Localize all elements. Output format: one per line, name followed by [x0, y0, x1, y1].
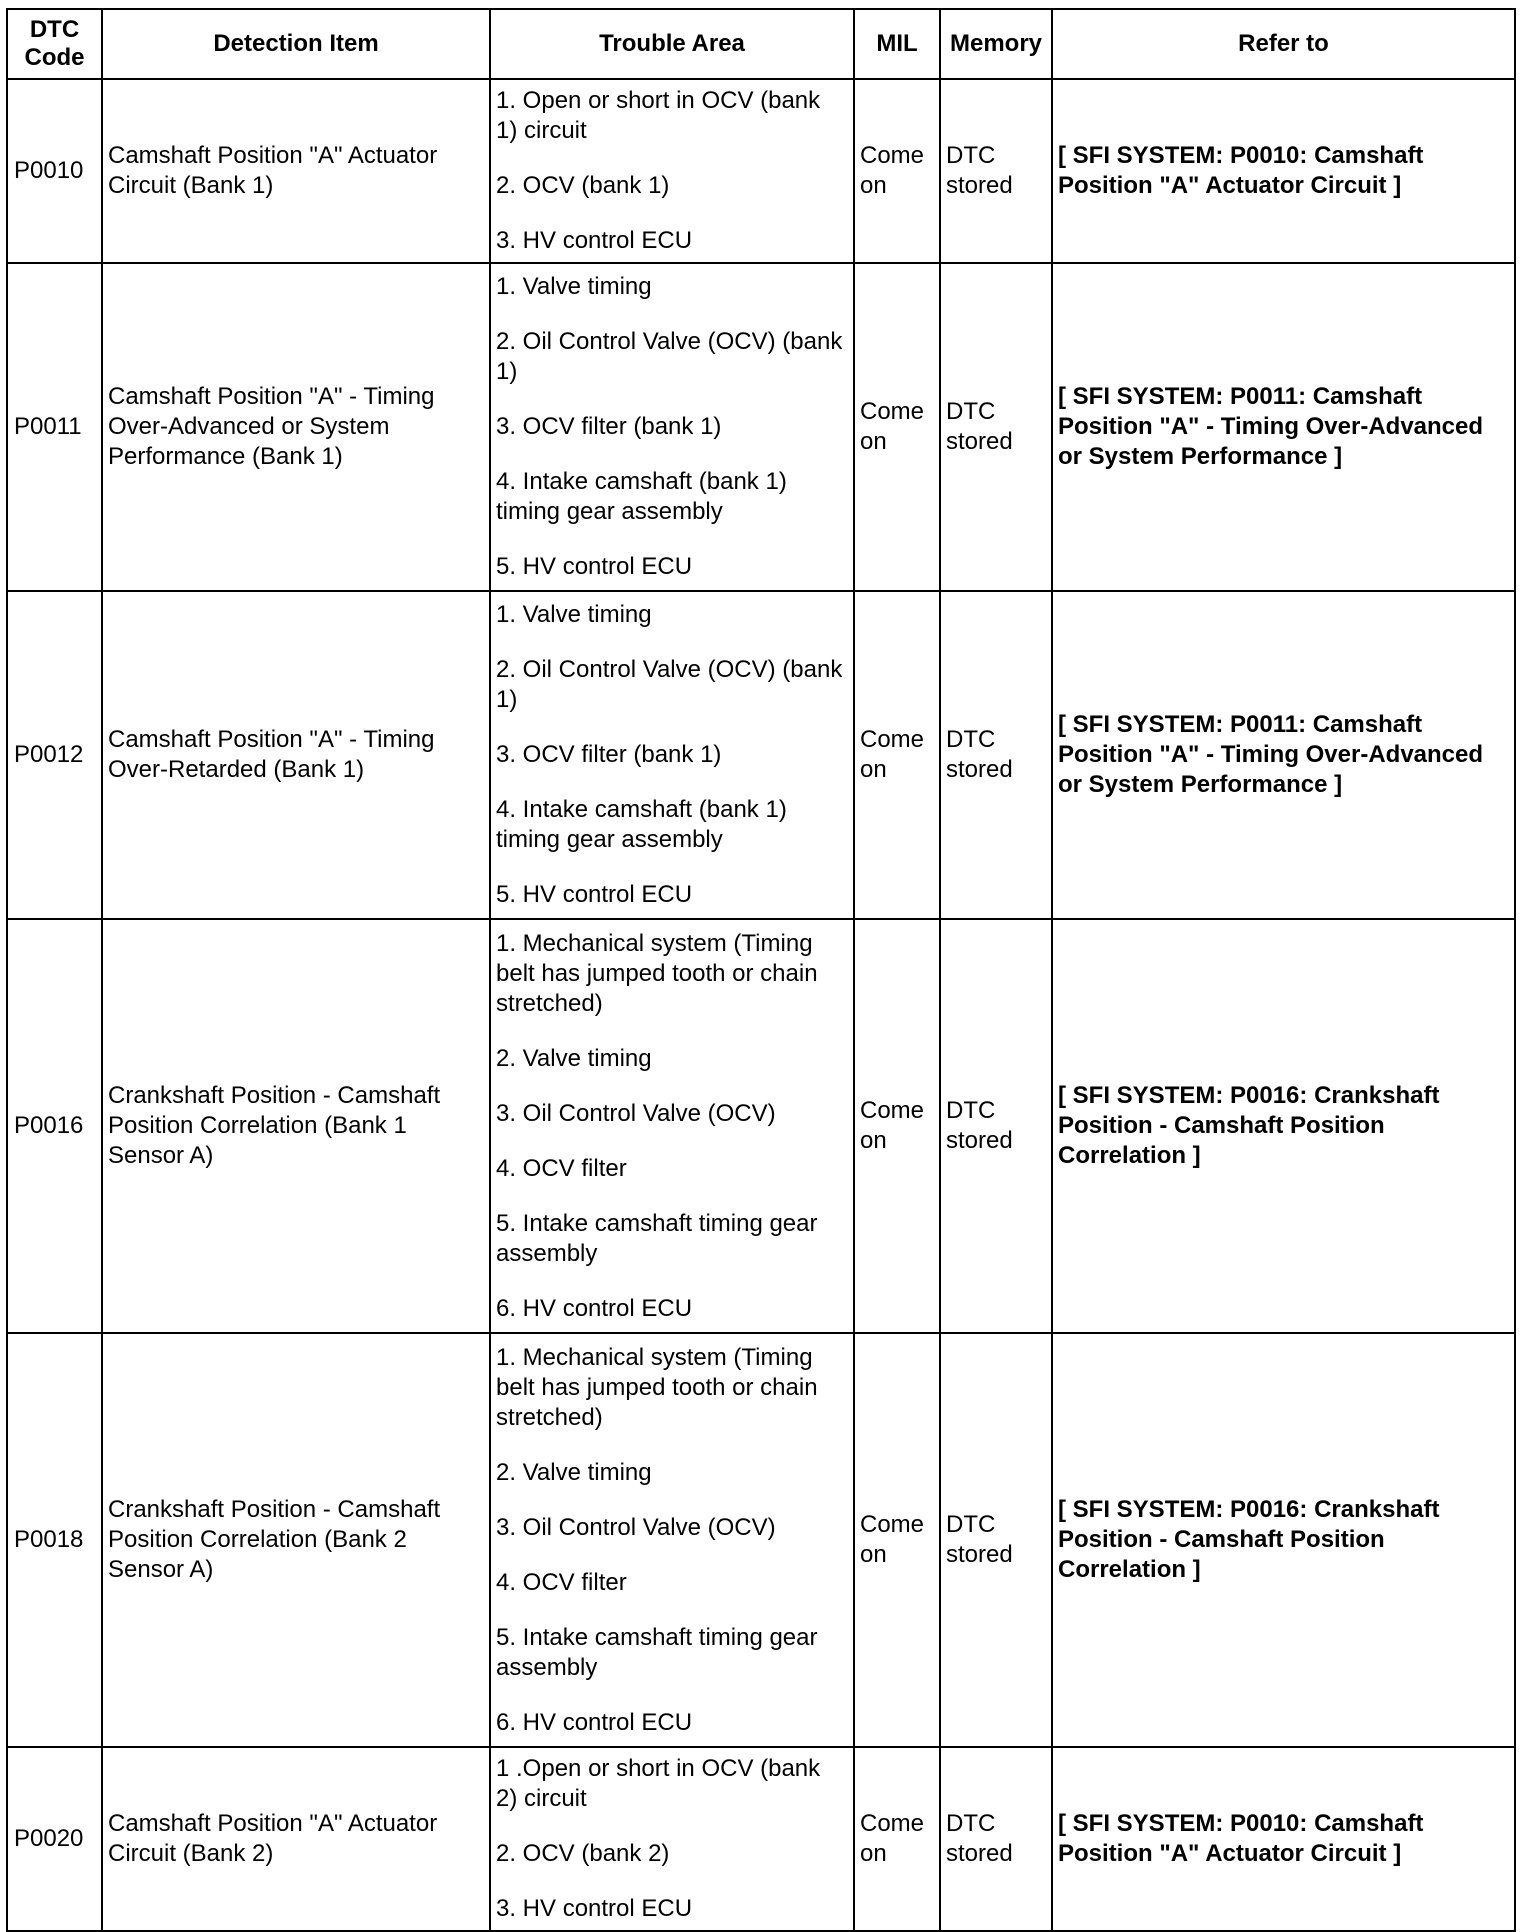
trouble-item: 3. Oil Control Valve (OCV): [496, 1513, 776, 1541]
refer-link[interactable]: [ SFI SYSTEM: P0010: Camshaft Position "A" Actuator Circuit ]: [1052, 79, 1515, 263]
refer-link[interactable]: [ SFI SYSTEM: P0016: Crankshaft Position - Camshaft Position Correlation ]: [1052, 919, 1515, 1333]
trouble-item: 2. Oil Control Valve (OCV) (bank 1): [496, 656, 843, 713]
trouble-item: 5. Intake camshaft timing gear assembly: [496, 1209, 818, 1267]
refer-link[interactable]: [ SFI SYSTEM: P0016: Crankshaft Position - Camshaft Position Correlation ]: [1052, 1333, 1515, 1747]
trouble-area: [490, 919, 854, 1333]
detection-item: Crankshaft Position - Camshaft Position Correlation (Bank 1 Sensor A): [102, 919, 490, 1333]
detection-item: Camshaft Position "A" - Timing Over-Advanced or System Performance (Bank 1): [102, 263, 490, 591]
trouble-item: 3. OCV filter (bank 1): [496, 413, 722, 440]
mil-status: Come on: [854, 79, 940, 263]
trouble-item: 2. OCV (bank 1): [496, 172, 670, 199]
trouble-item: 2. Valve timing: [496, 1458, 652, 1486]
dtc-code: P0018: [7, 1333, 102, 1747]
mil-status: Come on: [854, 1333, 940, 1747]
dtc-code: P0016: [7, 919, 102, 1333]
memory-status: DTC stored: [940, 1333, 1052, 1747]
table-row: [7, 79, 1515, 263]
dtc-table: [6, 8, 1516, 1932]
trouble-item: 6. HV control ECU: [496, 1708, 693, 1736]
trouble-area: [490, 263, 854, 591]
trouble-item: 1. Open or short in OCV (bank 1) circuit: [496, 87, 821, 144]
header-detection-item: Detection Item: [102, 9, 490, 79]
dtc-code: P0020: [7, 1747, 102, 1931]
header-trouble-area: Trouble Area: [490, 9, 854, 79]
trouble-item: 3. Oil Control Valve (OCV): [496, 1099, 776, 1127]
trouble-item: 5. HV control ECU: [496, 881, 693, 908]
memory-status: DTC stored: [940, 591, 1052, 919]
table-row: [7, 263, 1515, 591]
table-row: [7, 1333, 1515, 1747]
trouble-item: 1. Valve timing: [496, 601, 652, 628]
trouble-item: 4. OCV filter: [496, 1568, 627, 1596]
header-mil: MIL: [854, 9, 940, 79]
refer-link[interactable]: [ SFI SYSTEM: P0011: Camshaft Position "A" - Timing Over-Advanced or System Performance ]: [1052, 591, 1515, 919]
mil-status: Come on: [854, 1747, 940, 1931]
mil-status: Come on: [854, 919, 940, 1333]
table-header-row: [7, 9, 1515, 79]
dtc-code: P0011: [7, 263, 102, 591]
trouble-item: 4. OCV filter: [496, 1154, 627, 1182]
trouble-item: 5. HV control ECU: [496, 553, 693, 580]
trouble-item: 2. Valve timing: [496, 1044, 652, 1072]
trouble-item: 4. Intake camshaft (bank 1) timing gear assembly: [496, 796, 787, 853]
trouble-area: [490, 79, 854, 263]
detection-item: Crankshaft Position - Camshaft Position Correlation (Bank 2 Sensor A): [102, 1333, 490, 1747]
trouble-item: 5. Intake camshaft timing gear assembly: [496, 1623, 818, 1681]
dtc-code: P0012: [7, 591, 102, 919]
trouble-item: 1 .Open or short in OCV (bank 2) circuit: [496, 1755, 821, 1812]
dtc-code: P0010: [7, 79, 102, 263]
trouble-item: 2. Oil Control Valve (OCV) (bank 1): [496, 328, 843, 385]
trouble-item: 3. OCV filter (bank 1): [496, 741, 722, 768]
refer-link[interactable]: [ SFI SYSTEM: P0010: Camshaft Position "A" Actuator Circuit ]: [1052, 1747, 1515, 1931]
table-row: [7, 919, 1515, 1333]
trouble-item: 1. Valve timing: [496, 273, 652, 300]
trouble-item: 1. Mechanical system (Timing belt has jumped tooth or chain stretched): [496, 1343, 818, 1431]
table-row: [7, 591, 1515, 919]
memory-status: DTC stored: [940, 919, 1052, 1333]
table-row: [7, 1747, 1515, 1931]
trouble-item: 3. HV control ECU: [496, 227, 693, 254]
header-memory: Memory: [940, 9, 1052, 79]
trouble-item: 2. OCV (bank 2): [496, 1840, 670, 1867]
detection-item: Camshaft Position "A" Actuator Circuit (Bank 1): [102, 79, 490, 263]
mil-status: Come on: [854, 263, 940, 591]
memory-status: DTC stored: [940, 1747, 1052, 1931]
trouble-item: 3. HV control ECU: [496, 1895, 693, 1922]
detection-item: Camshaft Position "A" - Timing Over-Retarded (Bank 1): [102, 591, 490, 919]
trouble-item: 1. Mechanical system (Timing belt has jumped tooth or chain stretched): [496, 929, 818, 1017]
header-refer-to: Refer to: [1052, 9, 1515, 79]
memory-status: DTC stored: [940, 79, 1052, 263]
detection-item: Camshaft Position "A" Actuator Circuit (Bank 2): [102, 1747, 490, 1931]
trouble-item: 6. HV control ECU: [496, 1294, 693, 1322]
memory-status: DTC stored: [940, 263, 1052, 591]
mil-status: Come on: [854, 591, 940, 919]
refer-link[interactable]: [ SFI SYSTEM: P0011: Camshaft Position "A" - Timing Over-Advanced or System Performance ]: [1052, 263, 1515, 591]
trouble-item: 4. Intake camshaft (bank 1) timing gear assembly: [496, 468, 787, 525]
header-dtc-code: DTC Code: [7, 9, 102, 79]
trouble-area: [490, 591, 854, 919]
trouble-area: [490, 1333, 854, 1747]
trouble-area: [490, 1747, 854, 1931]
